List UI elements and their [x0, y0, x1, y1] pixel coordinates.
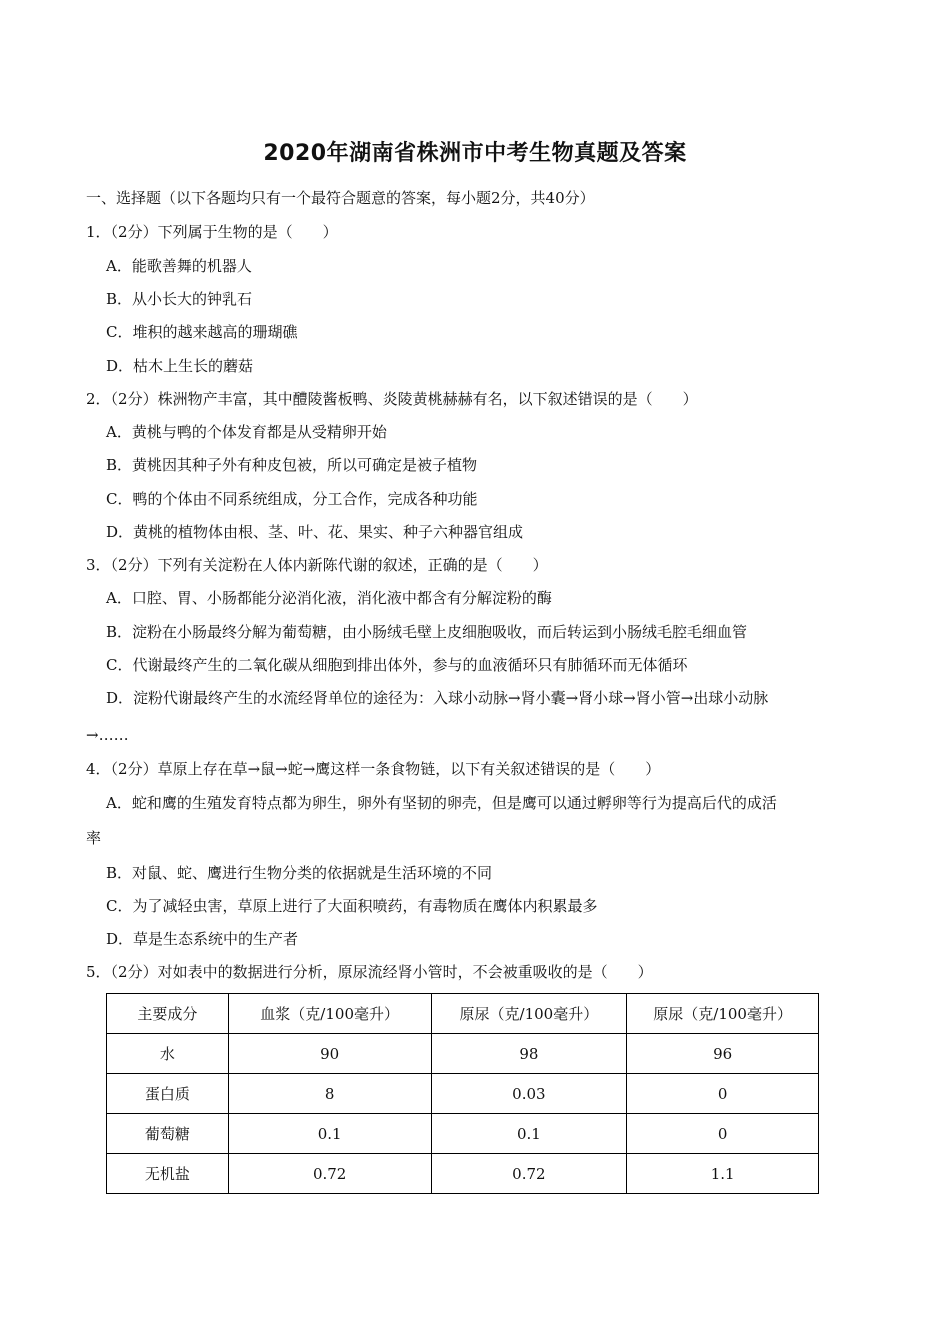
question-3-option-c: C．代谢最终产生的二氧化碳从细胞到排出体外，参与的血液循环只有肺循环而无体循环 — [106, 656, 688, 674]
table-cell: 1.1 — [627, 1154, 819, 1194]
question-1-option-a: A．能歌善舞的机器人 — [106, 257, 252, 275]
page-title: 2020年湖南省株洲市中考生物真题及答案 — [263, 141, 687, 166]
question-3-option-d-continuation: →…… — [86, 726, 129, 744]
table-cell: 蛋白质 — [107, 1074, 229, 1114]
table-header-cell: 原尿（克/100毫升） — [431, 994, 627, 1034]
section-heading: 一、选择题（以下各题均只有一个最符合题意的答案，每小题2分，共40分） — [86, 189, 595, 207]
table-row — [107, 1114, 819, 1154]
table-cell: 0.1 — [431, 1114, 627, 1154]
table-cell: 0.72 — [228, 1154, 431, 1194]
table-row — [107, 1074, 819, 1114]
table-header-row — [107, 994, 819, 1034]
question-4-option-a-continuation: 率 — [86, 829, 102, 847]
question-5-stem: 5．（2分）对如表中的数据进行分析，原尿流经肾小管时，不会被重吸收的是（ ） — [86, 963, 653, 981]
table-cell: 0.03 — [431, 1074, 627, 1114]
question-4-option-d: D．草是生态系统中的生产者 — [106, 930, 299, 948]
table-cell: 0.1 — [228, 1114, 431, 1154]
question-4-option-a: A．蛇和鹰的生殖发育特点都为卵生，卵外有坚韧的卵壳，但是鹰可以通过孵卵等行为提高后代的成活 — [106, 794, 777, 812]
question-1-option-b: B．从小长大的钟乳石 — [106, 290, 253, 308]
table-cell: 水 — [107, 1034, 229, 1074]
table-cell: 0 — [627, 1114, 819, 1154]
table-cell: 96 — [627, 1034, 819, 1074]
question-2-option-c: C．鸭的个体由不同系统组成，分工合作，完成各种功能 — [106, 490, 478, 508]
table-cell: 0.72 — [431, 1154, 627, 1194]
table-row — [107, 1034, 819, 1074]
question-3-stem: 3．（2分）下列有关淀粉在人体内新陈代谢的叙述，正确的是（ ） — [86, 556, 548, 574]
table-cell: 无机盐 — [107, 1154, 229, 1194]
table-cell: 98 — [431, 1034, 627, 1074]
table-cell: 0 — [627, 1074, 819, 1114]
question-2-option-d: D．黄桃的植物体由根、茎、叶、花、果实、种子六种器官组成 — [106, 523, 524, 541]
question-2-stem: 2．（2分）株洲物产丰富，其中醴陵酱板鸭、炎陵黄桃赫赫有名，以下叙述错误的是（ ） — [86, 390, 698, 408]
question-1-option-c: C．堆积的越来越高的珊瑚礁 — [106, 323, 298, 341]
question-2-option-a: A．黄桃与鸭的个体发育都是从受精卵开始 — [106, 423, 387, 441]
question-3-option-d: D．淀粉代谢最终产生的水流经肾单位的途径为：入球小动脉→肾小囊→肾小球→肾小管→出球小动脉 — [106, 689, 769, 707]
table-cell: 90 — [228, 1034, 431, 1074]
table-header-cell: 主要成分 — [107, 994, 229, 1034]
table-cell: 葡萄糖 — [107, 1114, 229, 1154]
table-header-cell: 原尿（克/100毫升） — [627, 994, 819, 1034]
question-3-option-a: A．口腔、胃、小肠都能分泌消化液，消化液中都含有分解淀粉的酶 — [106, 589, 552, 607]
question-4-option-c: C．为了减轻虫害，草原上进行了大面积喷药，有毒物质在鹰体内积累最多 — [106, 897, 598, 915]
data-table — [106, 993, 819, 1194]
table-header-cell: 血浆（克/100毫升） — [228, 994, 431, 1034]
question-1-stem: 1．（2分）下列属于生物的是（ ） — [86, 223, 338, 241]
question-4-stem: 4．（2分）草原上存在草→鼠→蛇→鹰这样一条食物链，以下有关叙述错误的是（ ） — [86, 760, 661, 778]
table-row — [107, 1154, 819, 1194]
question-3-option-b: B．淀粉在小肠最终分解为葡萄糖，由小肠绒毛壁上皮细胞吸收，而后转运到小肠绒毛腔毛细血管 — [106, 623, 748, 641]
question-4-option-b: B．对鼠、蛇、鹰进行生物分类的依据就是生活环境的不同 — [106, 864, 493, 882]
table-cell: 8 — [228, 1074, 431, 1114]
question-1-option-d: D．枯木上生长的蘑菇 — [106, 357, 254, 375]
question-2-option-b: B．黄桃因其种子外有种皮包被，所以可确定是被子植物 — [106, 456, 478, 474]
